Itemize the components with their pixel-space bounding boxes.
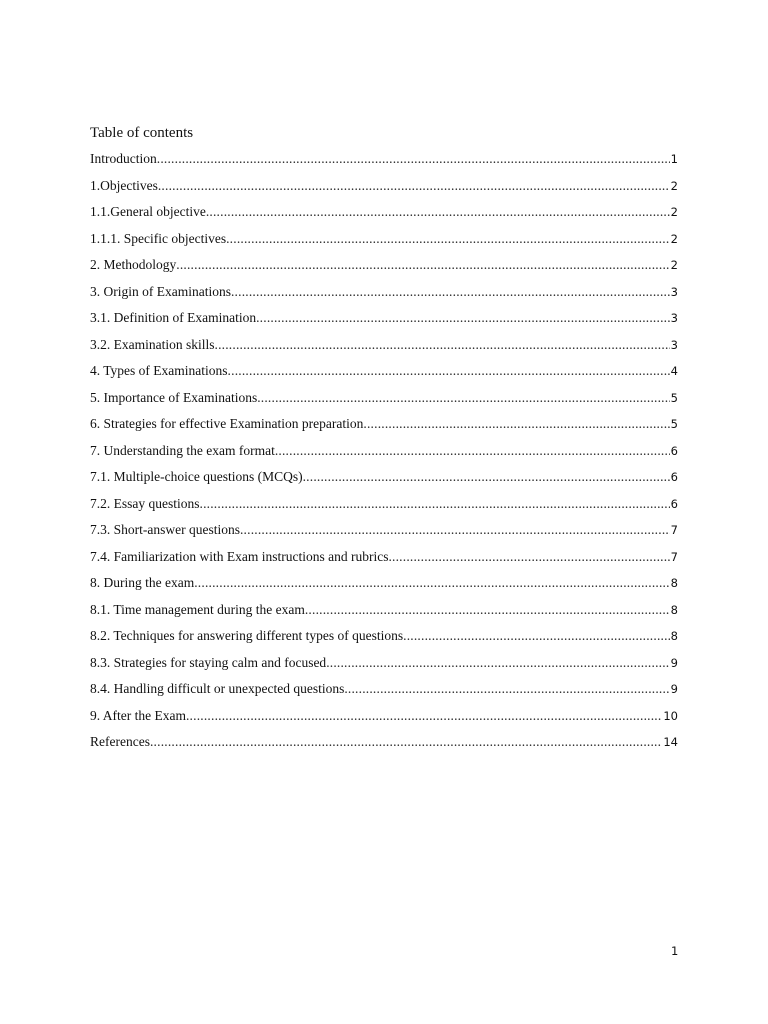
toc-entry-text: 1.1.General objective <box>90 204 206 219</box>
toc-dot-leader <box>388 548 669 566</box>
toc-entry[interactable] <box>90 309 678 336</box>
toc-entry[interactable] <box>90 283 678 310</box>
toc-entry[interactable] <box>90 442 678 469</box>
toc-dot-leader <box>403 627 670 645</box>
toc-entry-text: 8.3. Strategies for staying calm and focused <box>90 654 327 670</box>
toc-list <box>90 150 678 760</box>
toc-entry[interactable] <box>90 150 678 177</box>
toc-entry-page: 4 <box>670 364 678 378</box>
toc-entry[interactable] <box>90 203 678 230</box>
toc-entry-page: 8 <box>670 602 678 617</box>
toc-entry-text: Introduction <box>90 151 157 166</box>
toc-entry[interactable] <box>90 468 678 495</box>
toc-entry-page: 3 <box>670 284 678 299</box>
toc-entry-text: 3. Origin of Examinations <box>90 283 231 299</box>
toc-entry[interactable] <box>90 389 678 416</box>
toc-entry[interactable] <box>90 521 678 548</box>
toc-entry-page: 10 <box>663 708 678 723</box>
toc-entry[interactable] <box>90 574 678 601</box>
toc-entry-page: 7 <box>670 523 678 537</box>
toc-entry-page: 3 <box>670 337 678 352</box>
toc-entry-text: 5. Importance of Examinations <box>90 389 258 405</box>
toc-dot-leader <box>150 733 662 751</box>
toc-entry[interactable] <box>90 601 678 628</box>
toc-entry-page: 6 <box>670 496 678 511</box>
toc-entry-page: 9 <box>670 655 678 670</box>
toc-entry[interactable] <box>90 256 678 283</box>
toc-entry-page: 14 <box>663 735 678 749</box>
toc-entry-text: 1.1.1. Specific objectives <box>90 230 227 246</box>
toc-dot-leader <box>206 203 670 221</box>
toc-entry-text: 7. Understanding the exam format <box>90 442 275 458</box>
toc-dot-leader <box>226 230 670 248</box>
toc-entry-page: 1 <box>670 152 678 166</box>
toc-dot-leader <box>257 389 669 407</box>
toc-entry-text: 8. During the exam <box>90 575 195 590</box>
toc-entry-text: 3.2. Examination skills <box>90 336 215 352</box>
toc-dot-leader <box>326 654 669 672</box>
toc-entry-text: 7.2. Essay questions <box>90 495 200 511</box>
toc-entry-text: 1.Objectives <box>90 177 158 193</box>
toc-entry-text: 9. After the Exam <box>90 707 186 723</box>
toc-entry-text: 8.4. Handling difficult or unexpected questions <box>90 681 345 696</box>
toc-dot-leader <box>240 521 670 539</box>
toc-entry[interactable] <box>90 415 678 442</box>
toc-entry[interactable] <box>90 654 678 681</box>
toc-entry-text: References <box>90 734 150 749</box>
toc-dot-leader <box>158 177 670 195</box>
toc-entry-page: 3 <box>670 311 678 325</box>
toc-dot-leader <box>231 283 670 301</box>
toc-dot-leader <box>363 415 669 433</box>
toc-dot-leader <box>256 309 670 327</box>
toc-entry-text: 7.1. Multiple-choice questions (MCQs) <box>90 469 303 484</box>
toc-entry-text: 3.1. Definition of Examination <box>90 310 257 325</box>
toc-entry-text: 2. Methodology <box>90 257 177 272</box>
toc-entry-page: 2 <box>670 231 678 246</box>
toc-entry[interactable] <box>90 495 678 522</box>
toc-entry-page: 8 <box>670 576 678 590</box>
toc-dot-leader <box>305 601 670 619</box>
toc-entry-text: 8.2. Techniques for answering different types of questions <box>90 628 404 643</box>
toc-title: Table of contents <box>90 125 194 141</box>
toc-entry-text: 7.3. Short-answer questions <box>90 522 240 537</box>
toc-dot-leader <box>194 574 669 592</box>
toc-entry-page: 2 <box>670 258 678 272</box>
toc-entry-page: 9 <box>670 682 678 696</box>
toc-entry[interactable] <box>90 548 678 575</box>
toc-entry-text: 6. Strategies for effective Examination preparation <box>90 416 364 431</box>
toc-entry[interactable] <box>90 362 678 389</box>
toc-dot-leader <box>228 362 670 380</box>
toc-entry-page: 2 <box>670 178 678 193</box>
toc-entry-text: 8.1. Time management during the exam <box>90 601 305 617</box>
toc-dot-leader <box>176 256 669 274</box>
toc-dot-leader <box>303 468 670 486</box>
toc-entry-page: 5 <box>670 417 678 431</box>
toc-entry-page: 8 <box>670 629 678 643</box>
toc-entry[interactable] <box>90 733 678 760</box>
page-number: 1 <box>671 944 679 958</box>
toc-entry[interactable] <box>90 707 678 734</box>
toc-dot-leader <box>215 336 670 354</box>
toc-dot-leader <box>186 707 662 725</box>
toc-entry[interactable] <box>90 680 678 707</box>
toc-dot-leader <box>275 442 670 460</box>
toc-entry-text: 4. Types of Examinations <box>90 363 228 378</box>
toc-dot-leader <box>200 495 670 513</box>
toc-entry[interactable] <box>90 336 678 363</box>
toc-dot-leader <box>157 150 670 168</box>
toc-entry[interactable] <box>90 230 678 257</box>
toc-entry-page: 6 <box>670 443 678 458</box>
toc-entry-page: 5 <box>670 390 678 405</box>
toc-entry[interactable] <box>90 177 678 204</box>
toc-dot-leader <box>344 680 669 698</box>
toc-entry-page: 7 <box>670 549 678 564</box>
toc-entry-page: 6 <box>670 470 678 484</box>
toc-entry-page: 2 <box>670 205 678 219</box>
toc-entry-text: 7.4. Familiarization with Exam instructions and rubrics <box>90 548 389 564</box>
toc-entry[interactable] <box>90 627 678 654</box>
